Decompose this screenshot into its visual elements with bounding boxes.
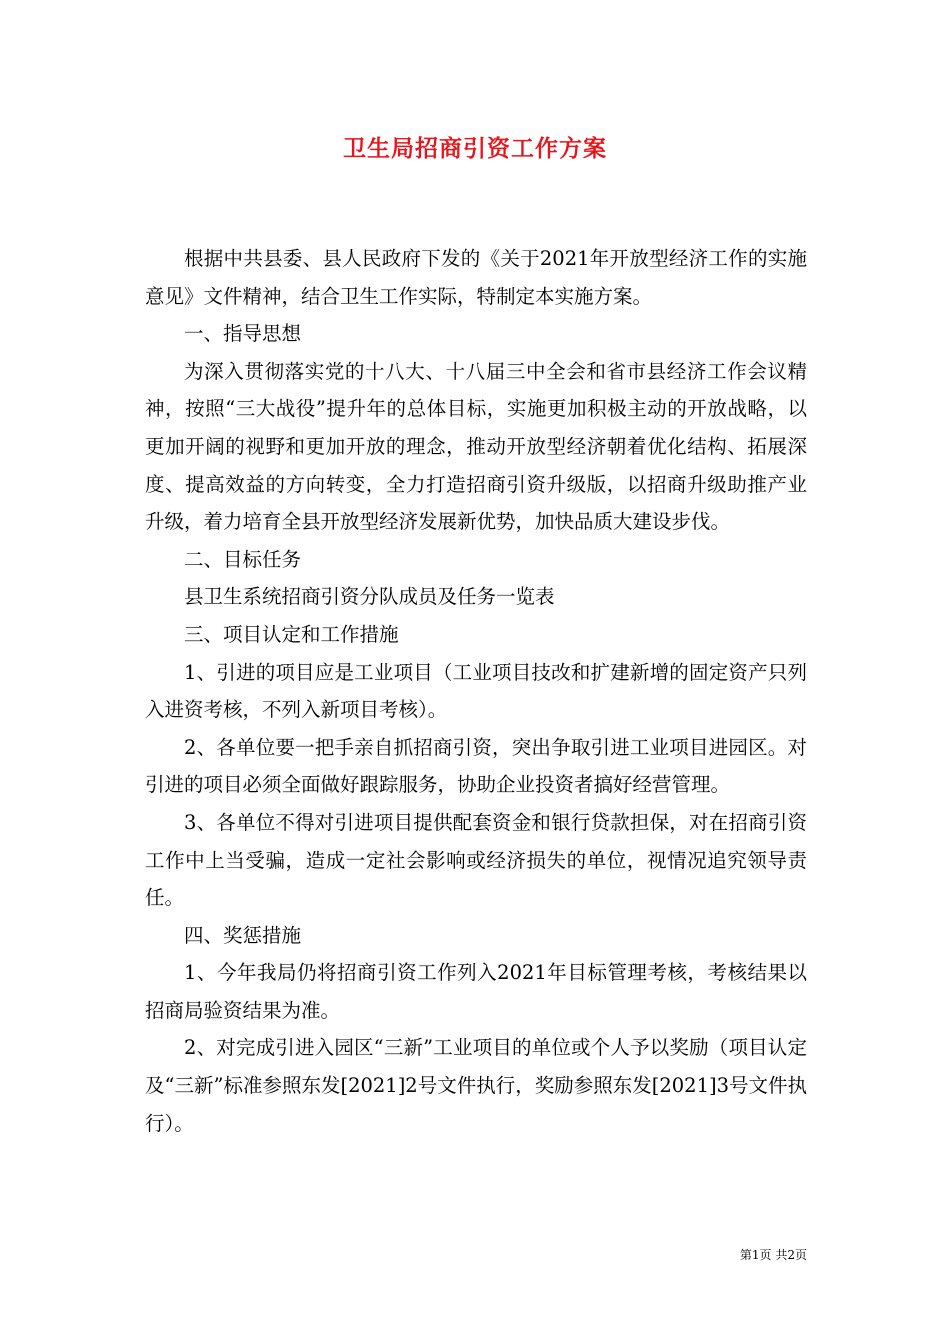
document-body [145,240,807,1142]
page-number-footer: 第1页 共2页 [739,1248,807,1262]
document-title: 卫生局招商引资工作方案 [343,135,607,162]
section-heading-3: 三、项目认定和工作措施 [184,622,399,646]
section-heading-4: 四、奖惩措施 [184,923,302,947]
paragraph-reward-1: 1、今年我局仍将招商引资工作列入2021年目标管理考核，考核结果以招商局验资结果为准。 [145,961,807,1022]
paragraph-intro: 根据中共县委、县人民政府下发的《关于2021年开放型经济工作的实施意见》文件精神，结合卫生工作实际，特制定本实施方案。 [145,247,807,308]
paragraph-task-table-caption: 县卫生系统招商引资分队成员及任务一览表 [184,585,555,609]
paragraph-reward-2: 2、对完成引进入园区“三新”工业项目的单位或个人予以奖励（项目认定及“三新”标准参照东发[2021]2号文件执行，奖励参照东发[2021]3号文件执行）。 [145,1036,807,1135]
paragraph-measure-1: 1、引进的项目应是工业项目（工业项目技改和扩建新增的固定资产只列入进资考核，不列入新项目考核）。 [145,660,807,722]
section-heading-1: 一、指导思想 [184,322,302,346]
paragraph-measure-3: 3、各单位不得对引进项目提供配套资金和银行贷款担保，对在招商引资工作中上当受骗，造成一定社会影响或经济损失的单位，视情况追究领导责任。 [145,810,807,910]
section-heading-2: 二、目标任务 [184,547,302,571]
paragraph-guiding-thought: 为深入贯彻落实党的十八大、十八届三中全会和省市县经济工作会议精神，按照“三大战役”提升年的总体目标，实施更加积极主动的开放战略，以更加开阔的视野和更加开放的理念，推动开放型经济朝着优化结构、拓展深度、提高效益的方向转变，全力打造招商引资升级版，以招商升级助推产业升级，着力培育全县开放型经济发展新优势，加快品质大建设步伐。 [145,359,807,534]
paragraph-measure-2: 2、各单位要一把手亲自抓招商引资，突出争取引进工业项目进园区。对引进的项目必须全面做好跟踪服务，协助企业投资者搞好经营管理。 [145,735,807,797]
